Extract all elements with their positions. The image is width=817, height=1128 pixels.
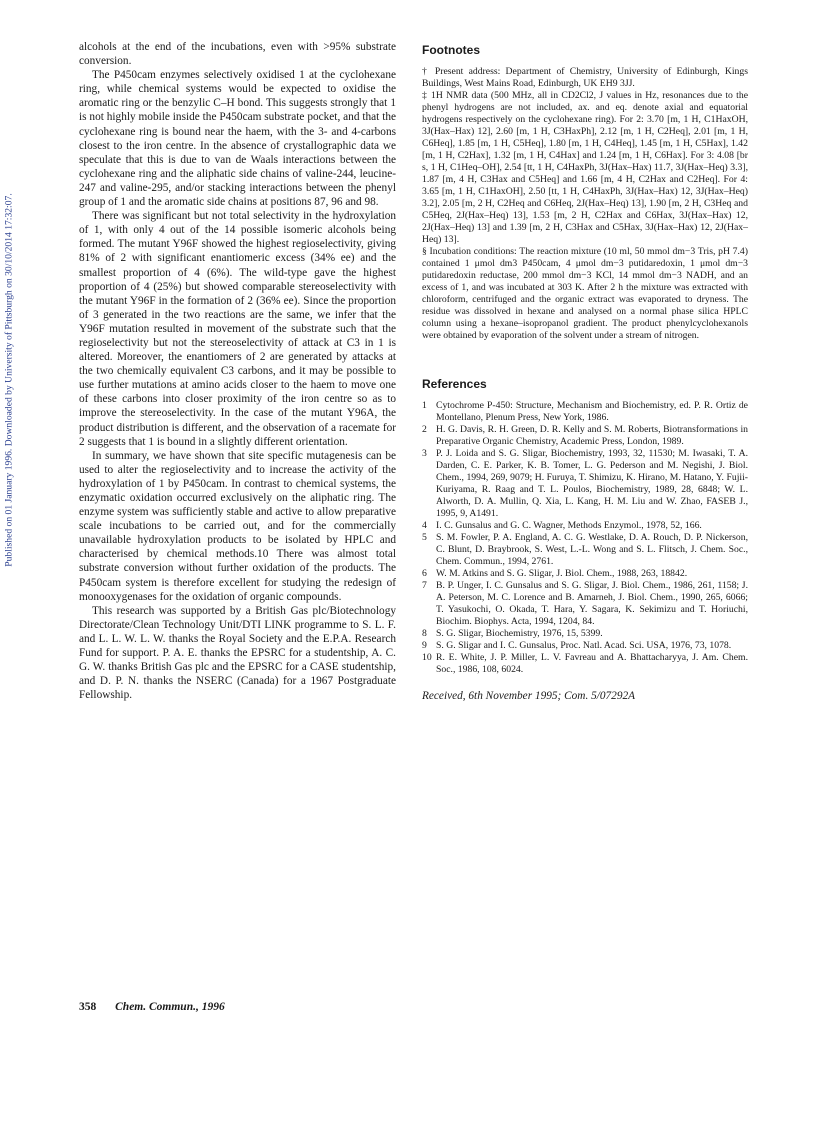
body-paragraph: alcohols at the end of the incubations, even with >95% substrate conversion. — [79, 41, 396, 68]
reference-text: P. J. Loida and S. G. Sligar, Biochemistry, 1993, 32, 11530; M. Iwasaki, T. A. Darden, C. E. Parker, K. B. Tomer, L. G. Pederson and M. Negishi, J. Biol. Chem., 1994, 269, 9079; H. Furuya, T. Shimizu, K. Hirano, M. Hatano, Y. Fujii-Kuriyama, R. Raag and T. L. Poulos, Biochemistry, 1989, 28, 6848; W. L. Alworth, D. A. Mullin, Q. Xia, L. Kang, H. M. Liu and W. Zhao, FASEB J., 1995, 9, A1491. — [436, 448, 748, 519]
body-paragraph: In summary, we have shown that site specific mutagenesis can be used to alter the regioselectivity and to increase the activity of the hydroxylation of 1 by P450cam. In contrast to chemical systems, the enzymatic oxidation occurred exclusively on the aliphatic ring. The enzyme system was sufficiently stable and active to allow preparative scale incubations to be carried out, and for the commercially unavailable hydroxylation products to be isolated by HPLC and characterised by chemical methods.10 There was almost total substrate conversion without further oxidation of the products. The P450cam system is therefore excellent for studying the redesign of monooxygenases for the oxidation of organic compounds. — [79, 449, 396, 603]
reference-item — [422, 532, 748, 568]
acknowledgements-paragraph: This research was supported by a British Gas plc/Biotechnology Directorate/Clean Technology Unit/DTI LINK programme to S. L. F. and L. L. W. L. W. thanks the Royal Society and the E.P.A. Research Fund for support. P. A. E. thanks the EPSRC for a studentship, A. C. G. W. thanks British Gas plc and the EPSRC for a CASE studentship, and D. P. N. thanks the NSERC (Canada) for a 1967 Postgraduate Fellowship. — [79, 604, 396, 702]
reference-item — [422, 652, 748, 676]
reference-item — [422, 520, 748, 532]
reference-text: H. G. Davis, R. H. Green, D. R. Kelly and S. M. Roberts, Biotransformations in Preparative Organic Chemistry, Academic Press, London, 1989. — [436, 424, 748, 447]
journal-citation: Chem. Commun., 1996 — [115, 1001, 225, 1013]
footnotes-section — [422, 44, 748, 342]
reference-text: S. G. Sligar, Biochemistry, 1976, 15, 5399. — [436, 628, 603, 639]
reference-item — [422, 424, 748, 448]
footnotes-heading: Footnotes — [422, 43, 480, 57]
reference-number: 6 — [422, 568, 427, 579]
reference-text: I. C. Gunsalus and G. C. Wagner, Methods Enzymol., 1978, 52, 166. — [436, 520, 702, 531]
reference-text: B. P. Unger, I. C. Gunsalus and S. G. Sligar, J. Biol. Chem., 1986, 261, 1158; J. A. Peterson, M. C. Lorence and B. Amarneh, J. Biol. Chem., 1990, 265, 6066; T. Yasukochi, O. Okada, T. Hara, Y. Sagara, K. Sekimizu and T. Horiuchi, Biochim. Biophys. Acta, 1994, 1204, 84. — [436, 580, 748, 627]
reference-item — [422, 628, 748, 640]
footnote: ‡ 1H NMR data (500 MHz, all in CD2Cl2, J values in Hz, resonances due to the phenyl hydrogens are not included, ax. and eq. denote axial and equatorial hydrogens respectively on the cyclohexane ring). For 2: 3.70 [m, 1 H, C1HaxOH, 3J(Hax–Hax) 12], 2.60 [m, 1 H, C3HaxPh], 2.12 [m, 1 H, C2Heq], 2.01 [m, 1 H, C6Heq], 1.85 [m, 1 H, C5Heq], 1.80 [m, 1 H, C4Heq], 1.45 [m, 1 H, C5Hax], 1.42 [m, 1 H, C2Hax], 1.32 [m, 1 H, C4Hax] and 1.24 [m, 1 H, C6Hax]. For 3: 4.08 [br s, 1 H, C1Heq–OH], 2.54 [tt, 1 H, C4HaxPh, 3J(Hax–Hax) 11.7, 3J(Hax–Heq) 3.3], 1.87 [m, 4 H, C3Hax and C5Heq] and 1.66 [m, 4 H, C2Hax and C2Heq]. For 4: 3.65 [m, 1 H, C1HaxOH], 2.50 [tt, 1 H, C4HaxPh, 3J(Hax–Hax) 12, 3J(Hax–Heq) 3.2], 2.05 [m, 2 H, C2Heq and C6Heq, 2J(Hax–Heq) 13], 1.90 [m, 2 H, C3Heq and C5Heq, 2J(Hax–Heq) 13], 1.53 [m, 2 H, C2Hax and C6Hax, 3J(Hax–Hax) 12, 2J(Hax–Heq) 13] and 1.39 [m, 2 H, C3Hax and C5Hax, 3J(Hax–Hax) 12, 2J(Hax–Heq) 13]. — [422, 90, 748, 245]
body-paragraph: There was significant but not total selectivity in the hydroxylation of 1, with only 4 out of the 14 possible isomeric alcohols being formed. The mutant Y96F showed the highest regioselectivity, giving 81% of 2 with significant enantiomeric excess (34% ee) and the smallest proportion of 4 (6%). The wild-type gave the highest proportion of 4 (25%) but showed comparable stereoselectivity with the mutant Y96F in the formation of 2 (36% ee). Since the proportion of 3 generated in the two reactions are the same, we infer that the Y96F mutation resulted in movement of the substrate such that the regioselectivity but not the stereoselectivity of attack at C3 in 1 is altered. Moreover, the enantiomers of 2 are generated by attacks at the two chemically equivalent C3 carbons, and it may be possible to use further mutations at amino acids closer to the haem to move one of these carbons into closer proximity of the iron centre so as to improve the stereoselectivity. In the case of the mutant Y96A, the product distribution is different, and the observation of a racemate for 2 suggests that 1 is bound in a slightly different orientation. — [79, 210, 396, 448]
notes-column — [422, 44, 748, 702]
references-list — [422, 400, 748, 676]
footnote: § Incubation conditions: The reaction mixture (10 ml, 50 mmol dm−3 Tris, pH 7.4) contained 1 μmol dm3 P450cam, 4 μmol dm−3 putidaredoxin, 1 μmol dm−3 putidaredoxin reductase, 200 mmol dm−3 KCl, 14 mmol dm−3 NADH, and an excess of 1, and was incubated at 303 K. After 2 h the mixture was extracted with chloroform, centrifuged and the organic extract was evaporated to dryness. The residue was dissolved in hexane and analysed on a normal phase silica HPLC column using a hexane–isopropanol gradient. The product phenylcyclohexanols were obtained by evaporation of the solvent under a stream of nitrogen. — [422, 246, 748, 341]
references-section — [422, 378, 748, 702]
reference-item — [422, 400, 748, 424]
download-notice-sidebar — [2, 60, 16, 700]
references-heading: References — [422, 377, 487, 391]
reference-text: W. M. Atkins and S. G. Sligar, J. Biol. Chem., 1988, 263, 18842. — [436, 568, 688, 579]
reference-item — [422, 448, 748, 520]
reference-text: Cytochrome P-450: Structure, Mechanism and Biochemistry, ed. P. R. Ortiz de Montellano, Plenum Press, New York, 1986. — [436, 400, 748, 423]
reference-number: 9 — [422, 640, 427, 651]
footnote: † Present address: Department of Chemistry, University of Edinburgh, Kings Buildings, West Mains Road, Edinburgh, UK EH9 3JJ. — [422, 66, 748, 89]
reference-number: 1 — [422, 400, 427, 411]
page-number: 358 — [79, 1001, 97, 1013]
received-date: Received, 6th November 1995; Com. 5/07292A — [422, 690, 636, 702]
reference-number: 5 — [422, 532, 427, 543]
reference-text: R. E. White, J. P. Miller, L. V. Favreau and A. Bhattacharyya, J. Am. Chem. Soc., 1986, 108, 6024. — [436, 652, 748, 675]
reference-item — [422, 568, 748, 580]
download-notice: Published on 01 January 1996. Downloaded by University of Pittsburgh on 30/10/2014 17:32:07. — [3, 193, 15, 567]
reference-item — [422, 640, 748, 652]
reference-number: 2 — [422, 424, 427, 435]
reference-text: S. G. Sligar and I. C. Gunsalus, Proc. Natl. Acad. Sci. USA, 1976, 73, 1078. — [436, 640, 732, 651]
reference-text: S. M. Fowler, P. A. England, A. C. G. Westlake, D. A. Rouch, D. P. Nickerson, C. Blunt, D. Braybrook, S. West, L.-L. Wong and S. L. Flitsch, J. Chem. Soc., Chem. Commun., 1994, 2761. — [436, 532, 748, 567]
body-text-column — [79, 40, 396, 702]
reference-number: 4 — [422, 520, 427, 531]
reference-number: 10 — [422, 652, 432, 663]
reference-number: 8 — [422, 628, 427, 639]
page-footer — [79, 1001, 225, 1013]
reference-number: 3 — [422, 448, 427, 459]
reference-number: 7 — [422, 580, 427, 591]
body-paragraph: The P450cam enzymes selectively oxidised 1 at the cyclohexane ring, while chemical systems would be expected to oxidise the aromatic ring or the benzylic C–H bond. This suggests strongly that 1 is not highly mobile inside the P450cam substrate pocket, and that the cyclohexane ring is bound near the haem, with the 3- and 4-carbons closest to the iron centre. In the absence of crystallographic data we speculate that this is due to van de Waals interactions between the cyclohexane ring and the aliphatic side chains of valine-244, leucine-247 and valine-295, and/or stacking interactions between the phenyl group of 1 and the aromatic side chains at positions 87, 96 and 98. — [79, 69, 396, 209]
reference-item — [422, 580, 748, 628]
